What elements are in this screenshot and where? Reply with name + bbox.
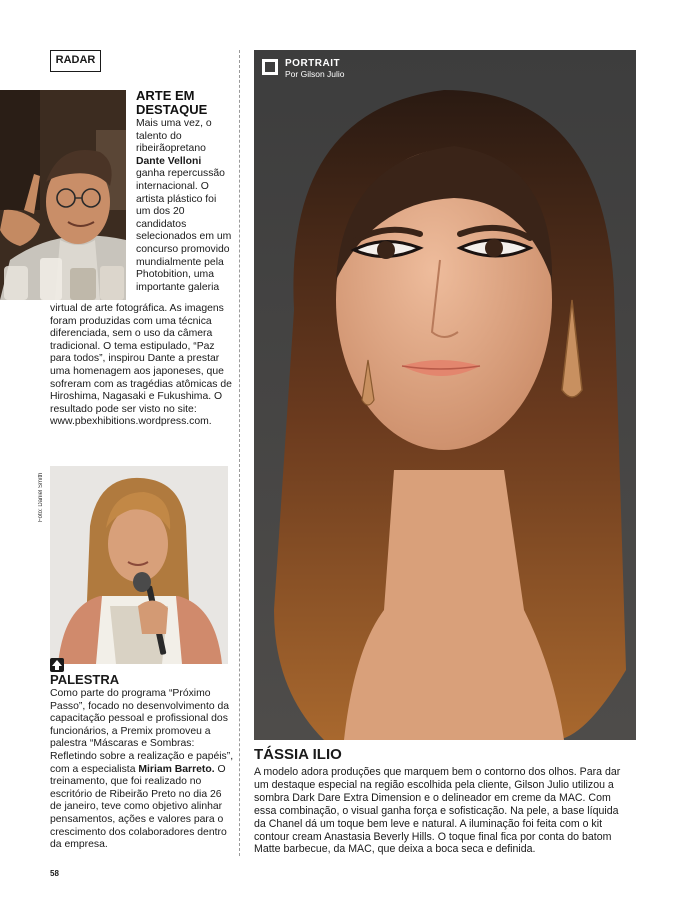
- portrait-credit: Por Gilson Julio: [285, 69, 345, 79]
- palestra-body-intro: Como parte do programa “Próximo Passo”, focado no desenvolvimento da capacitação pessoal e profissional dos funcionários, a Premix promoveu a palestra “Máscaras e Sombras: Refletindo sobre a realização e papéis”, com a especialista: [50, 688, 234, 775]
- arrow-up-icon: [50, 658, 64, 672]
- art-title: ARTE EM DESTAQUE: [136, 88, 208, 117]
- portrait-illustration: [254, 50, 636, 740]
- square-frame-icon: [262, 59, 278, 75]
- palestra-title: PALESTRA: [50, 672, 120, 687]
- art-body: [136, 118, 232, 294]
- portrait-badge: [262, 58, 345, 79]
- section-tag: RADAR: [50, 50, 101, 72]
- artist-name: Dante Velloni: [136, 155, 202, 167]
- speaker-name: Miriam Barreto.: [138, 763, 215, 775]
- palestra-body-rest: O treinamento, que foi realizado no escritório de Ribeirão Preto no dia 26 de janeiro, teve como objetivo alinhar pensamentos, ações e valores para o crescimento dos colaboradores dentro da empresa.: [50, 763, 227, 851]
- photo-credit: Foto: Daniel Smith: [38, 472, 44, 522]
- column-divider: [239, 50, 240, 856]
- art-body-intro: Mais uma vez, o talento do ribeirãopretano: [136, 118, 212, 155]
- art-body-continued: virtual de arte fotográfica. As imagens foram produzidas com uma técnica diferenciada, sem o uso da câmera tradicional. O tema estipulado, “Paz para todos”, inspirou Dante a prestar uma homenagem aos japoneses, que sofreram com as tragédias atômicas de Hiroshima, Nagasaki e Fukushima. O resultado pode ser visto no site: www.pbexhibitions.wordpress.com.: [50, 303, 232, 428]
- miriam-barreto-photo: [50, 466, 228, 664]
- miriam-barreto-illustration: [50, 466, 228, 664]
- palestra-body: [50, 688, 234, 852]
- dante-velloni-photo: [0, 90, 126, 300]
- arrow-up-glyph: [50, 658, 64, 672]
- portrait-badge-text: [285, 58, 345, 79]
- art-body-rest-a: ganha repercussão internacional. O artista plástico foi um dos 20 candidatos selecionados em um concurso promovido mundialmente pela Photobition, uma importante galeria: [136, 168, 232, 293]
- page-number: 58: [50, 869, 59, 878]
- dante-velloni-illustration: [0, 90, 126, 300]
- portrait-photo: [254, 50, 636, 740]
- tassia-title: TÁSSIA ILIO: [254, 746, 342, 763]
- portrait-label: PORTRAIT: [285, 58, 341, 69]
- tassia-body: A modelo adora produções que marquem bem o contorno dos olhos. Para dar um destaque especial na região escolhida pela cliente, Gilson Julio utilizou a sombra Dark Dare Extra Dimension e o delineador em creme da MAC. Com essa combinação, o visual ganha força e sofisticação. Na pele, a base líquida da Chanel dá um toque bem leve e natural. A iluminação foi feita com o kit contour cream Anastasia Beverly Hills. O toque final fica por conta do batom Matte barbecue, da MAC, que deixa a boca seca e definida.: [254, 766, 621, 856]
